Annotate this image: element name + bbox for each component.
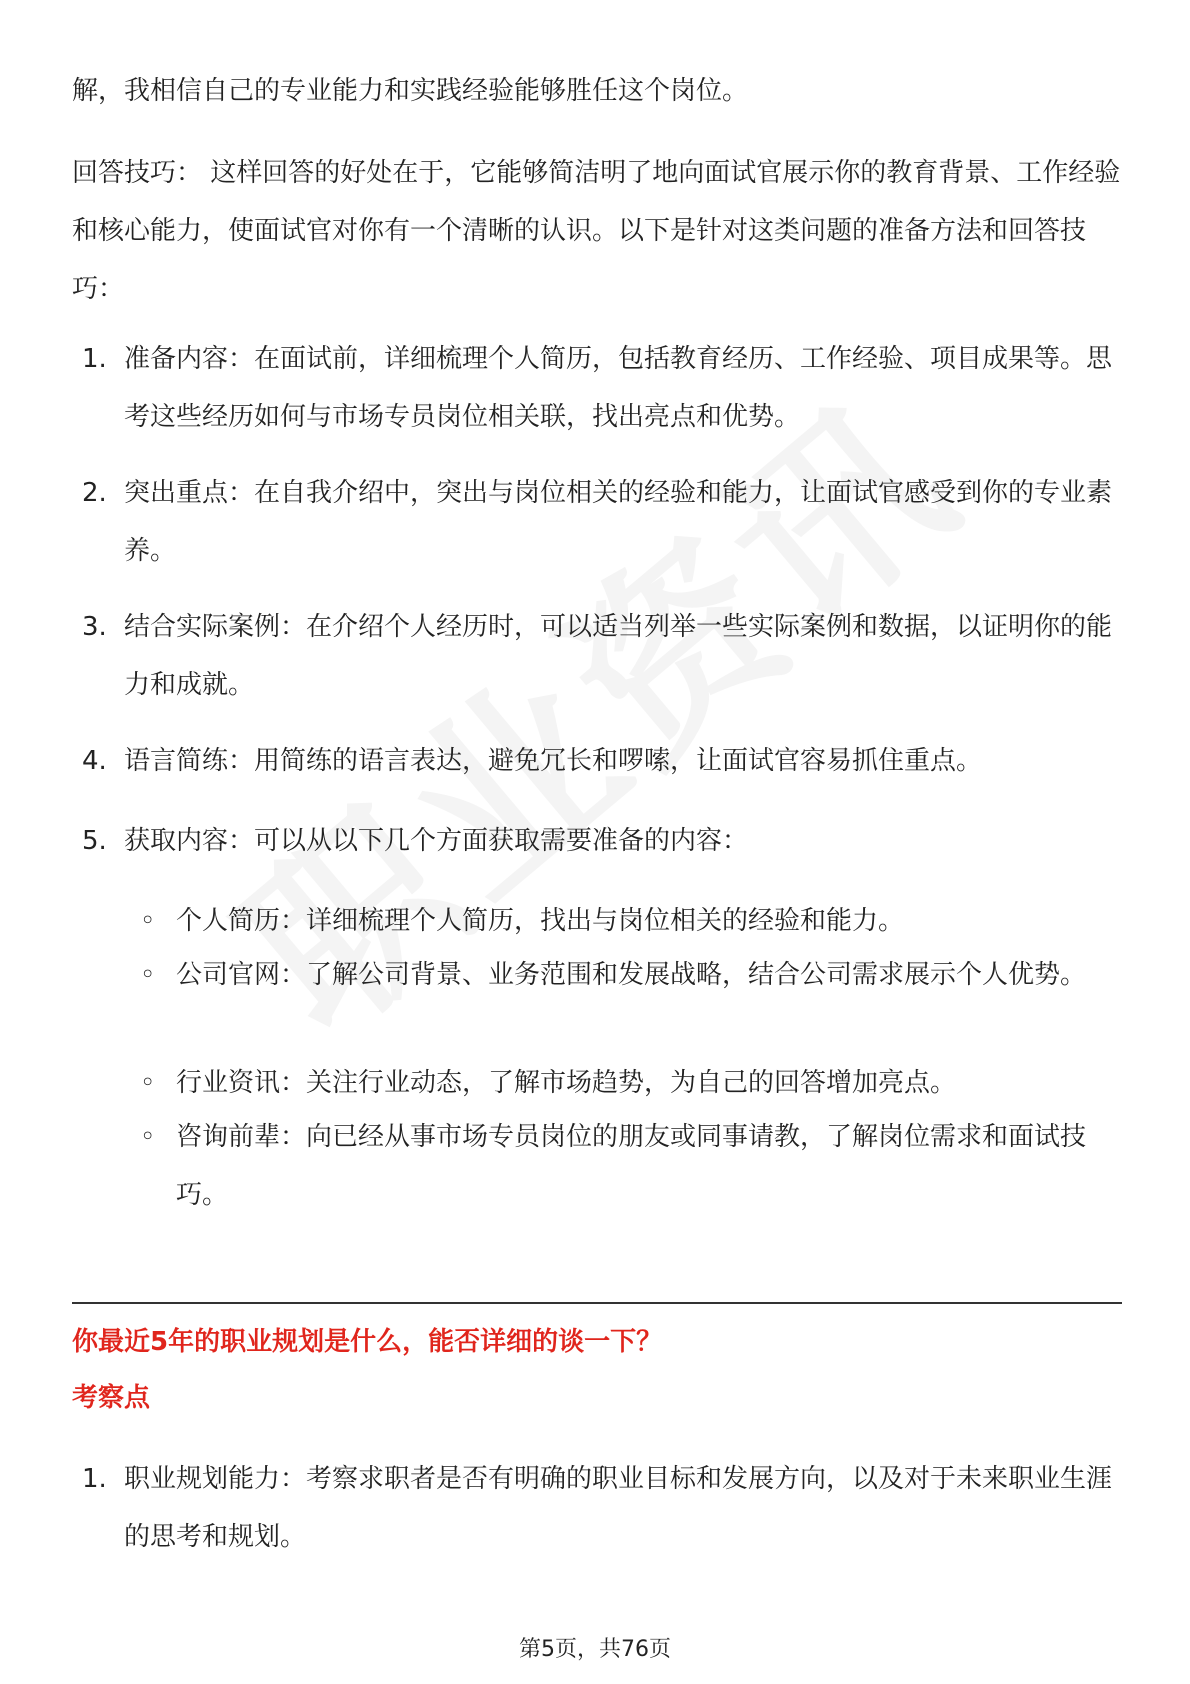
list-number: 5.	[82, 826, 107, 856]
list-item	[140, 1108, 1122, 1224]
list-number: 1.	[82, 344, 107, 374]
list-item	[82, 1450, 1122, 1566]
list-item-text: 结合实际案例：在介绍个人经历时，可以适当列举一些实际案例和数据，以证明你的能力和成就。	[124, 612, 1113, 700]
list-item	[82, 464, 1122, 580]
list-item	[82, 812, 1122, 870]
focus-heading: 考察点	[72, 1383, 151, 1413]
page-number: 第5页，共76页	[519, 1637, 671, 1662]
list-item	[82, 598, 1122, 714]
list-item	[140, 946, 1122, 1004]
list-item	[82, 330, 1122, 446]
list-number: 4.	[82, 746, 107, 776]
list-item-text: 获取内容：可以从以下几个方面获取需要准备的内容：	[124, 826, 749, 856]
list-item-text: 公司官网：了解公司背景、业务范围和发展战略，结合公司需求展示个人优势。	[176, 960, 1087, 990]
list-number: 1.	[82, 1464, 107, 1494]
intro-continuation: 解，我相信自己的专业能力和实践经验能够胜任这个岗位。	[72, 76, 749, 106]
list-item-text: 准备内容：在面试前，详细梳理个人简历，包括教育经历、工作经验、项目成果等。思考这些经历如何与市场专员岗位相关联，找出亮点和优势。	[124, 344, 1113, 432]
list-item	[140, 1054, 1122, 1112]
bullet-icon: ◦	[140, 1122, 156, 1152]
list-item-text: 语言简练：用简练的语言表达，避免冗长和啰嗦，让面试官容易抓住重点。	[124, 746, 983, 776]
list-number: 2.	[82, 478, 107, 508]
list-item-text: 个人简历：详细梳理个人简历，找出与岗位相关的经验和能力。	[176, 906, 905, 936]
list-item-text: 咨询前辈：向已经从事市场专员岗位的朋友或同事请教，了解岗位需求和面试技巧。	[176, 1122, 1087, 1210]
section-divider	[72, 1302, 1122, 1304]
bullet-icon: ◦	[140, 906, 156, 936]
list-item	[140, 892, 1122, 950]
list-number: 3.	[82, 612, 107, 642]
list-item-text: 行业资讯：关注行业动态，了解市场趋势，为自己的回答增加亮点。	[176, 1068, 957, 1098]
list-item	[82, 732, 1122, 790]
tips-paragraph: 回答技巧： 这样回答的好处在于，它能够简洁明了地向面试官展示你的教育背景、工作经验和核心能力，使面试官对你有一个清晰的认识。以下是针对这类问题的准备方法和回答技巧：	[72, 158, 1121, 304]
list-item-text: 突出重点：在自我介绍中，突出与岗位相关的经验和能力，让面试官感受到你的专业素养。	[124, 478, 1113, 566]
bullet-icon: ◦	[140, 960, 156, 990]
list-item-text: 职业规划能力：考察求职者是否有明确的职业目标和发展方向，以及对于未来职业生涯的思考和规划。	[124, 1464, 1113, 1552]
question-heading: 你最近5年的职业规划是什么，能否详细的谈一下？	[72, 1327, 663, 1357]
bullet-icon: ◦	[140, 1068, 156, 1098]
